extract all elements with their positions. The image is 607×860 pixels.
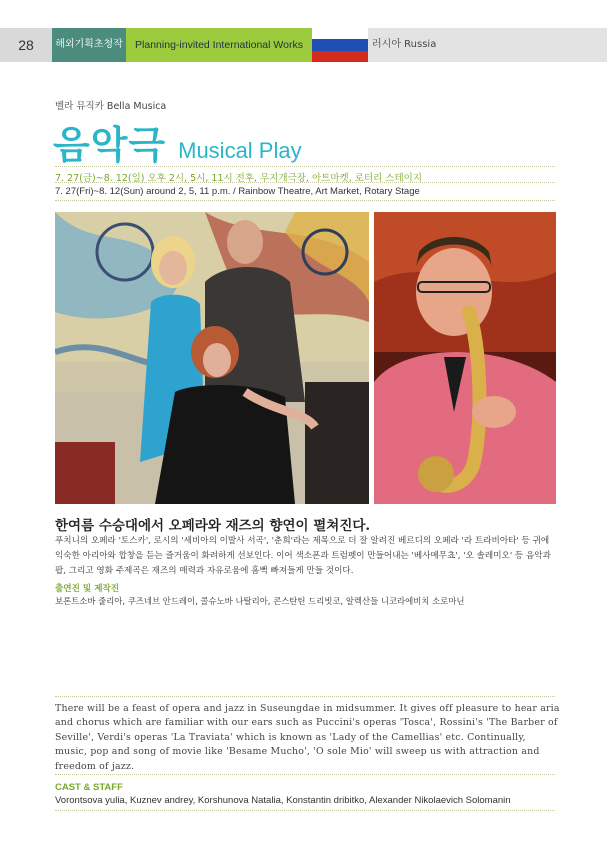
page-title (53, 114, 302, 167)
divider (55, 696, 555, 697)
saxophonist-photo (374, 212, 556, 504)
saxophonist-photo-art (374, 212, 556, 504)
page-header (0, 28, 607, 62)
cast-heading-korean: 출연진 및 제작진 (55, 584, 120, 594)
title-english: Musical Play (178, 138, 302, 163)
divider (55, 182, 555, 183)
headline-korean: 한여름 수승대에서 오페라와 재즈의 향연이 펼쳐진다. (55, 518, 371, 534)
russia-flag-icon (312, 28, 368, 62)
divider (55, 774, 555, 775)
description-korean: 푸치니의 오페라 '토스카', 로시의 '세비아의 이발사 서곡', '춘희'라는 제목으로 더 잘 알려진 베르디의 오페라 '라 트라비아타' 등 귀에 익숙한 아리아와 합창을 듣는 즐거움이 화려하게 선보인다. 이어 색소폰과 트럼펫이 만들어내는 '베사메무쵸', '오 솔레미오' 등 음악과 팝, 그리고 영화 주제곡은 재즈의 매력과 자유로움에 흠뻑 빠져들게 만들 것이다. (55, 536, 551, 576)
page-number: 28 (0, 28, 52, 62)
title-korean: 음악극 (53, 123, 167, 167)
divider (55, 810, 555, 811)
description-english: There will be a feast of opera and jazz in Suseungdae in midsummer. It gives off pleasure to hear aria and chorus which are familiar with our ears such as Puccini's operas 'Tosca', Rossini's 'The Barber of Seville', Verdi's operas 'La Traviata' which is known as 'Lady of the Camellias' etc. Continually, music, pop and song of movie like 'Besame Mucho', 'O sole Mio' will sweep us with attraction and freedom of jazz. (55, 703, 560, 772)
country-label: 러시아 Russia (368, 28, 607, 62)
category-tag-korean: 해외기획초청작 (52, 28, 126, 62)
category-tag-english: Planning-invited International Works (126, 28, 312, 62)
schedule-korean: 7. 27(금)~8. 12(일) 오후 2시, 5시, 11시 전후, 무지개극장, 아트마켓, 로터리 스테이지 (55, 173, 423, 184)
performers-photo-art (55, 212, 369, 504)
cast-heading-english: CAST & STAFF (55, 782, 123, 793)
presenter-name: 벨라 뮤직카 Bella Musica (55, 101, 167, 112)
performers-photo (55, 212, 369, 504)
cast-list-korean: 보론트소바 줄리아, 쿠즈네브 안드레이, 콜슈노바 나탈리아, 콘스탄틴 드리빗코, 알렉산들 니코라에비치 소로마닌 (55, 596, 465, 606)
schedule-english: 7. 27(Fri)~8. 12(Sun) around 2, 5, 11 p.m. / Rainbow Theatre, Art Market, Rotary Stage (55, 186, 420, 197)
divider (55, 166, 555, 167)
divider (55, 200, 555, 201)
cast-list-english: Vorontsova yulia, Kuznev andrey, Korshunova Natalia, Konstantin dribitko, Alexander Nikolaevich Solomanin (55, 795, 511, 806)
